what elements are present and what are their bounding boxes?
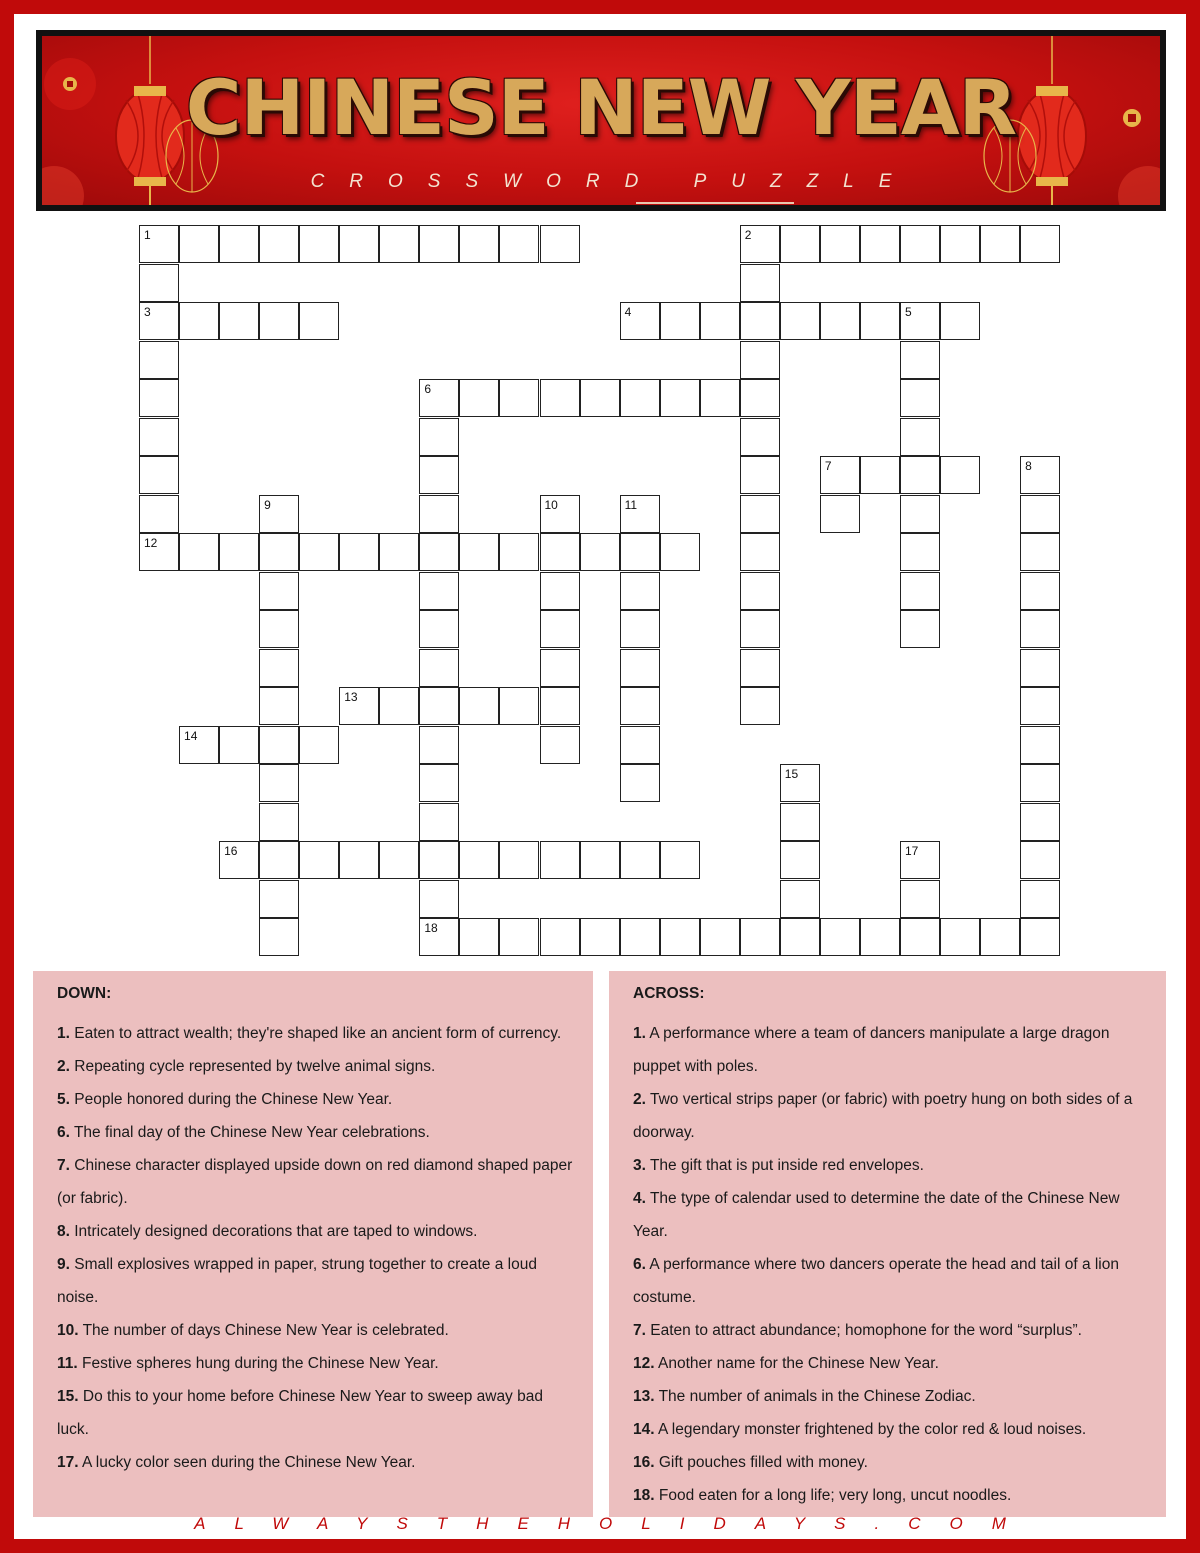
crossword-cell[interactable]	[900, 533, 940, 571]
crossword-cell[interactable]	[419, 572, 459, 610]
clue-text: Chinese character displayed upside down on red diamond shaped paper (or fabric).	[57, 1157, 573, 1207]
clue-number: 13.	[633, 1388, 655, 1405]
clue-text: A lucky color seen during the Chinese New Year.	[82, 1454, 416, 1471]
crossword-cell[interactable]	[700, 302, 740, 340]
clue-number: 16.	[633, 1454, 655, 1471]
crossword-cell[interactable]	[419, 610, 459, 648]
crossword-cell[interactable]	[860, 456, 900, 494]
crossword-cell[interactable]	[620, 533, 660, 571]
crossword-cell[interactable]	[299, 302, 339, 340]
footer-website: ALWAYSTHEHOLIDAYS.COM	[194, 1514, 1035, 1533]
down-heading: DOWN:	[57, 985, 112, 1002]
crossword-cell[interactable]	[620, 572, 660, 610]
page-title: CHINESE NEW YEAR	[185, 63, 1017, 152]
crossword-cell[interactable]	[379, 533, 419, 571]
crossword-cell[interactable]	[1020, 764, 1060, 802]
crossword-cell[interactable]	[900, 610, 940, 648]
crossword-cell[interactable]	[419, 456, 459, 494]
crossword-cell[interactable]	[139, 341, 179, 379]
clue-number: 15.	[57, 1388, 79, 1405]
crossword-cell[interactable]	[620, 687, 660, 725]
crossword-cell[interactable]	[580, 533, 620, 571]
crossword-cell[interactable]	[540, 726, 580, 764]
crossword-cell[interactable]	[459, 533, 499, 571]
crossword-cell[interactable]	[499, 687, 539, 725]
crossword-cell[interactable]	[540, 687, 580, 725]
clue-text: People honored during the Chinese New Year.	[74, 1091, 393, 1108]
crossword-cell[interactable]	[419, 764, 459, 802]
crossword-cell[interactable]	[740, 610, 780, 648]
crossword-cell[interactable]	[1020, 918, 1060, 956]
across-clue-7	[633, 1314, 1152, 1347]
crossword-cell[interactable]	[740, 687, 780, 725]
clue-text: Food eaten for a long life; very long, uncut noodles.	[658, 1487, 1012, 1504]
across-heading: ACROSS:	[633, 985, 705, 1002]
crossword-cell[interactable]	[1020, 841, 1060, 879]
clue-number-label: 15	[784, 767, 799, 781]
clue-text: Intricately designed decorations that are taped to windows.	[74, 1223, 478, 1240]
clue-number-label: 10	[544, 497, 558, 512]
crossword-cell[interactable]	[780, 803, 820, 841]
crossword-cell[interactable]	[660, 841, 700, 879]
clue-number-label: 4	[624, 305, 632, 319]
crossword-cell[interactable]	[540, 225, 580, 263]
crossword-cell[interactable]	[419, 687, 459, 725]
down-clues-panel	[33, 971, 593, 1517]
crossword-cell[interactable]	[900, 918, 940, 956]
crossword-cell[interactable]	[780, 225, 820, 263]
down-clue-15	[57, 1380, 579, 1446]
crossword-cell[interactable]	[419, 225, 459, 263]
crossword-cell[interactable]	[740, 572, 780, 610]
across-clue-16	[633, 1446, 1152, 1479]
across-clue-14	[633, 1413, 1152, 1446]
crossword-cell[interactable]	[459, 379, 499, 417]
subtitle-underline	[636, 202, 794, 204]
crossword-cell[interactable]	[740, 649, 780, 687]
crossword-cell[interactable]	[900, 379, 940, 417]
crossword-cell[interactable]	[299, 841, 339, 879]
crossword-cell[interactable]	[860, 918, 900, 956]
clue-number-label: 17	[904, 844, 919, 858]
clue-number-label: 18	[424, 921, 438, 935]
crossword-cell[interactable]	[900, 572, 940, 610]
crossword-cell[interactable]	[820, 918, 860, 956]
down-clue-8	[57, 1215, 579, 1248]
crossword-cell[interactable]	[540, 533, 580, 571]
crossword-cell[interactable]	[620, 841, 660, 879]
crossword-cell[interactable]	[660, 533, 700, 571]
crossword-cell[interactable]	[780, 302, 820, 340]
down-clue-17	[57, 1446, 579, 1479]
crossword-cell[interactable]	[1020, 610, 1060, 648]
crossword-cell[interactable]	[540, 610, 580, 648]
clue-number: 17.	[57, 1454, 79, 1471]
clue-number: 11.	[57, 1355, 78, 1372]
crossword-cell[interactable]	[139, 379, 179, 417]
crossword-cell[interactable]	[540, 918, 580, 956]
clue-number: 1.	[57, 1025, 70, 1042]
clue-number: 10.	[57, 1322, 79, 1339]
crossword-cell[interactable]	[620, 918, 660, 956]
crossword-cell[interactable]	[299, 726, 339, 764]
down-clue-6	[57, 1116, 579, 1149]
across-clue-12	[633, 1347, 1152, 1380]
crossword-cell[interactable]	[940, 918, 980, 956]
crossword-cell[interactable]	[980, 918, 1020, 956]
crossword-cell[interactable]	[1020, 649, 1060, 687]
header-banner	[36, 30, 1166, 211]
crossword-cell[interactable]	[580, 379, 620, 417]
crossword-cell[interactable]	[419, 880, 459, 918]
clue-text: The final day of the Chinese New Year celebrations.	[73, 1124, 430, 1141]
clue-text: Do this to your home before Chinese New Year to sweep away bad luck.	[57, 1388, 543, 1438]
clue-number: 7.	[633, 1322, 646, 1339]
crossword-cell[interactable]	[299, 533, 339, 571]
crossword-cell[interactable]	[660, 302, 700, 340]
clue-text: Repeating cycle represented by twelve animal signs.	[74, 1058, 436, 1075]
crossword-cell[interactable]	[139, 264, 179, 302]
crossword-cell[interactable]	[740, 918, 780, 956]
clue-number: 7.	[57, 1157, 70, 1174]
crossword-cell[interactable]	[339, 533, 379, 571]
clue-number-label: 13	[344, 690, 358, 704]
crossword-cell[interactable]	[900, 225, 940, 263]
crossword-cell[interactable]	[179, 302, 219, 340]
clue-number: 1.	[633, 1025, 646, 1042]
crossword-cell[interactable]	[740, 456, 780, 494]
crossword-cell[interactable]	[419, 495, 459, 533]
crossword-cell[interactable]	[620, 379, 660, 417]
crossword-cell[interactable]	[139, 495, 179, 533]
clue-number-label: 11	[624, 497, 638, 512]
crossword-cell[interactable]	[940, 225, 980, 263]
clue-number-label: 6	[424, 382, 432, 396]
crossword-cell[interactable]	[499, 841, 539, 879]
crossword-cell[interactable]	[419, 418, 459, 456]
crossword-cell[interactable]	[820, 495, 860, 533]
crossword-cell[interactable]	[339, 841, 379, 879]
crossword-cell[interactable]	[540, 379, 580, 417]
down-clue-11	[57, 1347, 579, 1380]
crossword-cell[interactable]	[620, 649, 660, 687]
clue-number: 18.	[633, 1487, 655, 1504]
crossword-cell[interactable]	[740, 418, 780, 456]
clue-number-label: 12	[144, 536, 158, 550]
crossword-cell[interactable]	[139, 456, 179, 494]
crossword-cell[interactable]	[1020, 225, 1060, 263]
clue-number-label: 2	[744, 228, 752, 242]
crossword-cell[interactable]	[259, 726, 299, 764]
crossword-cell[interactable]	[620, 726, 660, 764]
clue-number: 14.	[633, 1421, 655, 1438]
crossword-cell[interactable]	[419, 803, 459, 841]
crossword-cell[interactable]	[459, 225, 499, 263]
clue-text: Small explosives wrapped in paper, strung together to create a loud noise.	[57, 1256, 537, 1306]
crossword-cell[interactable]	[980, 225, 1020, 263]
crossword-cell[interactable]	[660, 918, 700, 956]
across-clue-6	[633, 1248, 1152, 1314]
across-clue-2	[633, 1083, 1152, 1149]
crossword-cell[interactable]	[419, 649, 459, 687]
crossword-cell[interactable]	[419, 841, 459, 879]
crossword-cell[interactable]	[540, 841, 580, 879]
crossword-cell[interactable]	[780, 880, 820, 918]
crossword-cell[interactable]	[259, 764, 299, 802]
crossword-cell[interactable]	[259, 687, 299, 725]
across-clue-3	[633, 1149, 1152, 1182]
clue-text: The number of days Chinese New Year is celebrated.	[82, 1322, 449, 1339]
crossword-cell[interactable]	[540, 572, 580, 610]
crossword-cell[interactable]	[820, 302, 860, 340]
clue-text: The gift that is put inside red envelopes.	[649, 1157, 924, 1174]
crossword-cell[interactable]	[1020, 687, 1060, 725]
crossword-cell[interactable]	[499, 225, 539, 263]
crossword-cell[interactable]	[179, 225, 219, 263]
crossword-cell[interactable]	[179, 533, 219, 571]
crossword-cell[interactable]	[740, 495, 780, 533]
crossword-cell[interactable]	[580, 841, 620, 879]
clue-number-label: 8	[1025, 459, 1032, 473]
crossword-cell[interactable]	[620, 610, 660, 648]
clue-number-label: 14	[184, 728, 198, 743]
crossword-cell[interactable]	[900, 456, 940, 494]
crossword-cell[interactable]	[780, 841, 820, 879]
crossword-cell[interactable]	[940, 456, 980, 494]
crossword-cell[interactable]	[219, 225, 259, 263]
crossword-cell[interactable]	[900, 418, 940, 456]
crossword-cell[interactable]	[940, 302, 980, 340]
crossword-cell[interactable]	[379, 841, 419, 879]
across-clue-18	[633, 1479, 1152, 1512]
crossword-cell[interactable]	[459, 841, 499, 879]
clue-number-label: 1	[144, 228, 151, 242]
crossword-cell[interactable]	[700, 918, 740, 956]
clue-text: Two vertical strips paper (or fabric) with poetry hung on both sides of a doorway.	[633, 1091, 1133, 1141]
clue-text: The number of animals in the Chinese Zodiac.	[658, 1388, 976, 1405]
crossword-cell[interactable]	[459, 918, 499, 956]
crossword-cell[interactable]	[259, 533, 299, 571]
clue-number: 5.	[57, 1091, 70, 1108]
clue-text: Another name for the Chinese New Year.	[658, 1355, 939, 1372]
crossword-cell[interactable]	[1020, 880, 1060, 918]
crossword-cell[interactable]	[660, 379, 700, 417]
down-clue-1	[57, 1017, 579, 1050]
crossword-cell[interactable]	[499, 379, 539, 417]
crossword-cell[interactable]	[740, 302, 780, 340]
crossword-cell[interactable]	[259, 880, 299, 918]
crossword-cell[interactable]	[900, 495, 940, 533]
crossword-cell[interactable]	[780, 918, 820, 956]
crossword-cell[interactable]	[540, 649, 580, 687]
crossword-cell[interactable]	[259, 572, 299, 610]
crossword-cell[interactable]	[299, 225, 339, 263]
crossword-cell[interactable]	[139, 418, 179, 456]
clue-text: A performance where a team of dancers manipulate a large dragon puppet with poles.	[633, 1025, 1110, 1075]
crossword-cell[interactable]	[219, 302, 259, 340]
crossword-cell[interactable]	[740, 341, 780, 379]
clue-number-label: 7	[824, 459, 832, 473]
crossword-cell[interactable]	[740, 264, 780, 302]
crossword-cell[interactable]	[219, 533, 259, 571]
clue-number: 6.	[633, 1256, 646, 1273]
across-clue-13	[633, 1380, 1152, 1413]
crossword-cell[interactable]	[419, 726, 459, 764]
down-clue-9	[57, 1248, 579, 1314]
crossword-cell[interactable]	[1020, 533, 1060, 571]
crossword-cell[interactable]	[860, 225, 900, 263]
crossword-cell[interactable]	[259, 918, 299, 956]
clue-text: Festive spheres hung during the Chinese New Year.	[82, 1355, 439, 1372]
clue-number-label: 5	[904, 305, 912, 319]
down-clue-2	[57, 1050, 579, 1083]
across-clue-4	[633, 1182, 1152, 1248]
crossword-cell[interactable]	[740, 379, 780, 417]
crossword-cell[interactable]	[860, 302, 900, 340]
crossword-cell[interactable]	[1020, 726, 1060, 764]
clue-number: 2.	[633, 1091, 646, 1108]
crossword-cell[interactable]	[700, 379, 740, 417]
clue-text: Gift pouches filled with money.	[658, 1454, 868, 1471]
crossword-cell[interactable]	[900, 341, 940, 379]
crossword-cell[interactable]	[379, 225, 419, 263]
page-subtitle: CROSSWORD PUZZLE	[310, 171, 917, 192]
crossword-cell[interactable]	[580, 918, 620, 956]
clue-number-label: 3	[144, 305, 151, 319]
crossword-cell[interactable]	[900, 880, 940, 918]
clue-number: 3.	[633, 1157, 646, 1174]
across-clues-panel	[609, 971, 1166, 1517]
crossword-cell[interactable]	[259, 225, 299, 263]
crossword-cell[interactable]	[219, 726, 259, 764]
across-clue-1	[633, 1017, 1152, 1083]
crossword-cell[interactable]	[620, 764, 660, 802]
clue-text: Eaten to attract abundance; homophone for the word “surplus”.	[650, 1322, 1082, 1339]
clue-text: The type of calendar used to determine the date of the Chinese New Year.	[633, 1190, 1120, 1240]
crossword-cell[interactable]	[1020, 572, 1060, 610]
down-clue-10	[57, 1314, 579, 1347]
crossword-cell[interactable]	[379, 687, 419, 725]
clue-text: A performance where two dancers operate the head and tail of a lion costume.	[633, 1256, 1119, 1306]
crossword-cell[interactable]	[740, 533, 780, 571]
crossword-cell[interactable]	[499, 918, 539, 956]
crossword-cell[interactable]	[1020, 495, 1060, 533]
crossword-cell[interactable]	[259, 649, 299, 687]
clue-number-label: 16	[224, 844, 238, 858]
clue-number-label: 9	[264, 497, 271, 512]
clue-number: 9.	[57, 1256, 70, 1273]
crossword-cell[interactable]	[259, 803, 299, 841]
clue-text: A legendary monster frightened by the color red & loud noises.	[658, 1421, 1087, 1438]
crossword-cell[interactable]	[419, 533, 459, 571]
clue-number: 2.	[57, 1058, 70, 1075]
crossword-cell[interactable]	[820, 225, 860, 263]
crossword-cell[interactable]	[1020, 803, 1060, 841]
clue-number: 4.	[633, 1190, 646, 1207]
crossword-cell[interactable]	[499, 533, 539, 571]
down-clue-7	[57, 1149, 579, 1215]
clue-number: 6.	[57, 1124, 70, 1141]
crossword-cell[interactable]	[339, 225, 379, 263]
clue-number: 12.	[633, 1355, 655, 1372]
crossword-cell[interactable]	[259, 841, 299, 879]
crossword-cell[interactable]	[459, 687, 499, 725]
crossword-cell[interactable]	[259, 302, 299, 340]
clue-text: Eaten to attract wealth; they're shaped like an ancient form of currency.	[74, 1025, 562, 1042]
down-clue-5	[57, 1083, 579, 1116]
clue-number: 8.	[57, 1223, 70, 1240]
crossword-cell[interactable]	[259, 610, 299, 648]
